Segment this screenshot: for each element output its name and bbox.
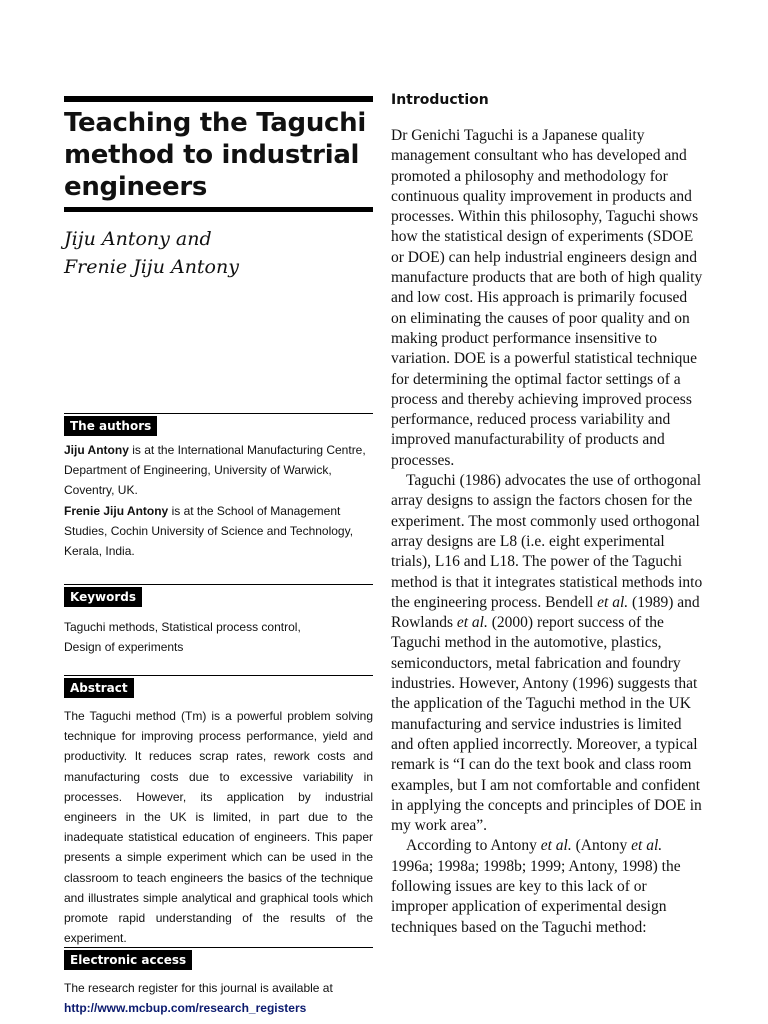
electronic-access-text xyxy=(64,978,373,1018)
et-al-4: et al. xyxy=(631,837,663,855)
electronic-access-section xyxy=(64,947,373,1018)
authors-section xyxy=(64,413,373,561)
author-names xyxy=(64,225,373,281)
abstract-section xyxy=(64,675,373,948)
title-top-rule xyxy=(64,96,373,102)
p2-part-a: Taguchi (1986) advocates the use of orthogonal array designs to assign the factors chosen for the experiment. The most commonly used orthogonal array designs are L8 (i.e. eight experimental trials), L16 and L18. The power of the Taguchi method is that it integrates statistical methods into the engineering process. Bendell xyxy=(391,472,703,611)
keywords-line-1: Taguchi methods, Statistical process control, xyxy=(64,620,301,634)
section-divider xyxy=(64,947,373,948)
et-al-2: et al. xyxy=(456,614,488,632)
section-label: Electronic access xyxy=(64,950,192,970)
title-block xyxy=(64,96,373,281)
keywords-line-2: Design of experiments xyxy=(64,640,184,655)
author-line-1: Jiju Antony and xyxy=(64,228,212,250)
section-divider xyxy=(64,413,373,414)
author1-affiliation: is at the International Manufacturing Centre, Department of Engineering, University of Warwick, Coventry, UK. xyxy=(64,443,366,498)
electronic-access-description: The research register for this journal is available at xyxy=(64,981,333,995)
p2-part-b: (1989) and Rowlands xyxy=(391,593,700,632)
et-al-3: et al. xyxy=(540,837,572,855)
body-column xyxy=(391,90,703,938)
article-title: Teaching the Taguchi method to industrial engineers xyxy=(64,108,366,202)
et-al-1: et al. xyxy=(597,593,629,611)
keywords-text xyxy=(64,617,373,657)
section-divider xyxy=(64,584,373,585)
author1-name: Jiju Antony xyxy=(64,443,129,457)
intro-paragraph-3 xyxy=(391,836,703,937)
title-bottom-rule xyxy=(64,207,373,212)
p3-part-c: 1996a; 1998a; 1998b; 1999; Antony, 1998) the following issues are key to this lack of or improper application of experimental design techniques based on the Taguchi method: xyxy=(391,857,681,936)
author2-affiliation: is at the School of Management Studies, Cochin University of Science and Technology, Kerala, India. xyxy=(64,503,354,559)
p3-part-b: (Antony xyxy=(571,837,632,855)
keywords-section xyxy=(64,584,373,657)
p2-part-c: (2000) report success of the Taguchi method in the automotive, plastics, semiconductors, metal fabrication and foundry industries. However, Antony (1996) suggests that the application of the Taguchi method in the UK manufacturing and service industries is limited and often applied incorrectly. Moreover, a typical remark is “I can do the text book and class room examples, but I am not comfortable and confident in applying the concepts and principles of DOE in my work area”. xyxy=(391,614,702,835)
abstract-text: The Taguchi method (Tm) is a powerful problem solving technique for improving process performance, yield and productivity. It reduces scrap rates, rework costs and manufacturing costs due to excessive variability in processes. However, its application by industrial engineers in the UK is limited, in part due to the inadequate statistical education of engineers. This paper presents a simple experiment which can be used in the classroom to teach engineers the basics of the technique and illustrates simple analytical and graphical tools which promote rapid understanding of the results of the experiment. xyxy=(64,709,373,946)
introduction-heading: Introduction xyxy=(391,92,489,108)
p3-part-a: According to Antony xyxy=(406,837,541,855)
intro-paragraph-1: Dr Genichi Taguchi is a Japanese quality management consultant who has developed and promoted a philosophy and methodology for continuous quality improvement in products and processes. Within this philosophy, Taguchi shows how the statistical design of experiments (SDOE or DOE) can help industrial engineers design and manufacture products that are both of high quality and low cost. His approach is primarily focused on eliminating the causes of poor quality and on making product performance insensitive to variation. DOE is a powerful statistical technique for determining the optimal factor settings of a process and thereby achieving improved process performance, reduced process variability and improved manufacturability of products and processes. xyxy=(391,127,703,469)
author-line-2: Frenie Jiju Antony xyxy=(64,256,239,278)
section-divider xyxy=(64,675,373,676)
authors-affiliations xyxy=(64,440,373,561)
research-register-link[interactable]: http://www.mcbup.com/research_registers xyxy=(64,1001,307,1016)
section-label: Keywords xyxy=(64,587,142,607)
section-label: Abstract xyxy=(64,678,134,698)
section-label: The authors xyxy=(64,416,157,436)
author2-name: Frenie Jiju Antony xyxy=(64,503,169,518)
intro-paragraph-2 xyxy=(391,471,703,836)
